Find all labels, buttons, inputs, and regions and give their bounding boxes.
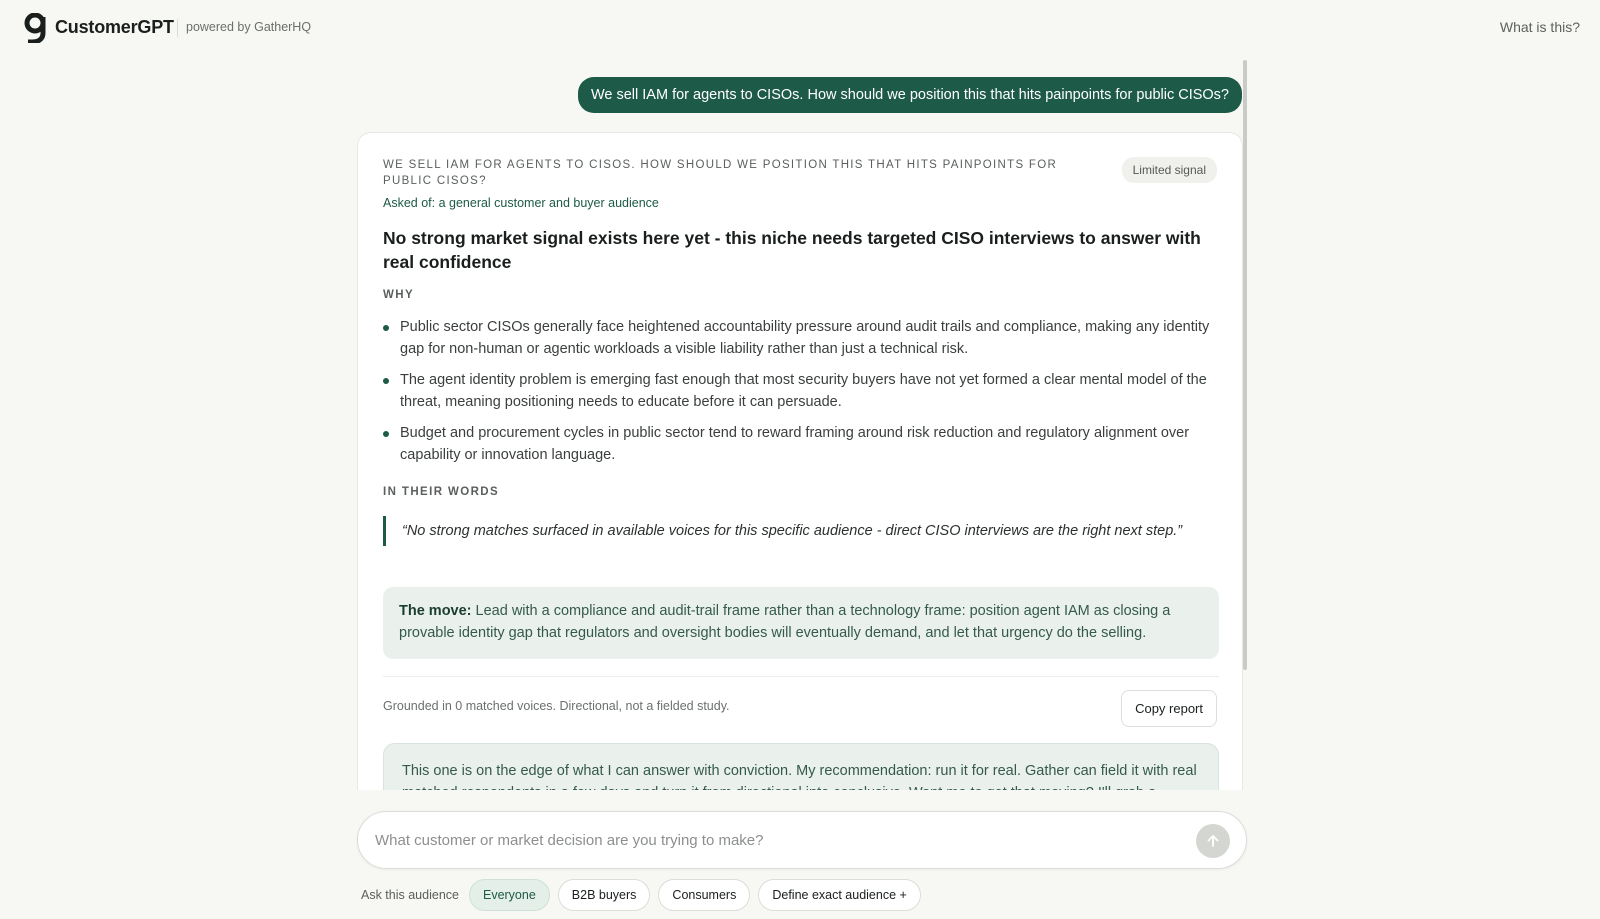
customer-quote: “No strong matches surfaced in available voices for this specific audience - direct CISO interviews are the right next step.” [383, 516, 1213, 546]
the-move-text: Lead with a compliance and audit-trail frame rather than a technology frame: position agent IAM as closing a provable identity gap that regulators and oversight bodies will eventually demand, and let that urgency do the selling. [399, 603, 1171, 641]
audience-chip-everyone[interactable]: Everyone [469, 879, 550, 911]
brand-divider [177, 19, 178, 37]
report-card [357, 132, 1243, 832]
asked-of-audience: Asked of: a general customer and buyer audience [383, 196, 659, 210]
in-their-words-label: IN THEIR WORDS [383, 486, 500, 498]
brand-name: CustomerGPT [55, 17, 174, 37]
why-list [383, 316, 1213, 475]
report-headline: No strong market signal exists here yet - this niche needs targeted CISO interviews to answer with real confidence [383, 228, 1201, 272]
the-move-label: The move: [399, 603, 472, 619]
arrow-up-icon [1205, 833, 1221, 849]
grounded-note: Grounded in 0 matched voices. Directional, not a fielded study. [383, 699, 730, 713]
decision-input[interactable] [375, 812, 1155, 868]
audience-chip-b2b-buyers[interactable]: B2B buyers [558, 879, 651, 911]
powered-by-text: powered by GatherHQ [186, 20, 312, 34]
what-is-this-link[interactable]: What is this? [1499, 19, 1580, 35]
audience-selector [361, 879, 929, 911]
chat-scrollbar[interactable] [1243, 60, 1247, 670]
audience-chip-consumers[interactable]: Consumers [658, 879, 750, 911]
copy-report-button[interactable]: Copy report [1121, 690, 1217, 727]
audience-label: Ask this audience [361, 888, 459, 902]
report-question-heading: WE SELL IAM FOR AGENTS TO CISOS. HOW SHOULD WE POSITION THIS THAT HITS PAINPOINTS FOR PUBLIC CISOS? [383, 159, 1058, 187]
recommendation-message: This one is on the edge of what I can answer with conviction. My recommendation: run it for real. Gather can field it with real [383, 743, 1219, 832]
why-list-item: Budget and procurement cycles in public sector tend to reward framing around risk reduction and regulatory alignment over capability or innovation language. [383, 422, 1213, 466]
why-list-item: Public sector CISOs generally face heightened accountability pressure around audit trails and compliance, making any identity gap for non-human or agentic workloads a visible liability rather than just a technical risk. [383, 316, 1213, 360]
top-bar [0, 0, 1600, 56]
card-divider [383, 676, 1219, 677]
composer [357, 811, 1247, 869]
why-list-item: The agent identity problem is emerging fast enough that most security buyers have not yet formed a clear mental model of the threat, meaning positioning needs to educate before it can persuade. [383, 369, 1213, 413]
the-move-callout [383, 587, 1219, 659]
why-section-label: WHY [383, 289, 415, 301]
signal-strength-badge: Limited signal [1122, 157, 1217, 183]
send-button[interactable] [1196, 824, 1230, 858]
define-exact-audience-button[interactable]: Define exact audience + [758, 879, 920, 911]
customergpt-logo-icon[interactable] [24, 13, 48, 43]
user-message-bubble: We sell IAM for agents to CISOs. How should we position this that hits painpoints for public CISOs? [578, 77, 1242, 113]
